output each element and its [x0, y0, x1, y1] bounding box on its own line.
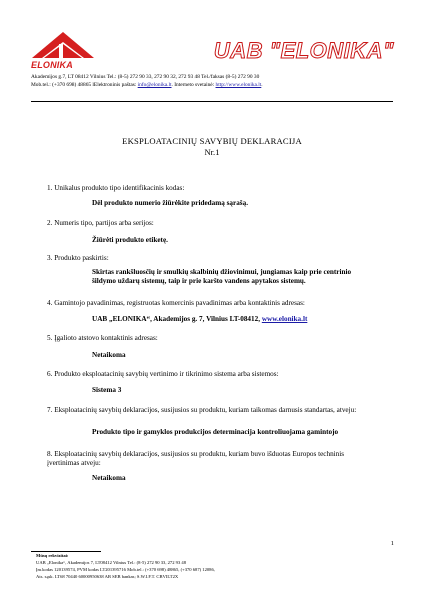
contact-line-online: Mob.tel.: (+370 698) 48865 lElektroninis paštas: info@elonika.lt. Interneto svetainė: http://www.elonika.lt.	[31, 82, 263, 88]
item-4-answer: UAB „ELONIKA“, Akademijos g. 7, Vilnius LT-08412, www.elonika.lt	[92, 315, 308, 323]
footer-line-1: UAB „Elonika“, Akademijos 7, LT08412 Vilnius Tel.: (8-5) 272 90 33, 272 93 48	[36, 560, 187, 565]
footer-heading: Mūsų rekvizitai:	[36, 553, 69, 558]
item-1-question: 1. Unikalus produkto tipo identifikacinis kodas:	[47, 184, 185, 192]
item-1-answer: Dėl produkto numerio žiūrėkite pridedamą sąrašą.	[92, 199, 248, 207]
item-8-question: 8. Eksploatacinių savybių deklaracijos, susijusios su produktu, kuriam buvo išduotas Europos techninis įvertinimas atveju:	[47, 450, 345, 467]
item-6-answer: Sistema 3	[92, 386, 122, 394]
item-3-question: 3. Produkto paskirtis:	[47, 254, 109, 262]
company-brand-title: UAB "ELONIKA"	[213, 38, 394, 63]
website-link[interactable]: http://www.elonika.lt	[215, 82, 262, 88]
item-2-question: 2. Numeris tipo, partijos arba serijos:	[47, 219, 154, 227]
item-5-question: 5. Įgalioto atstovo kontaktinis adresas:	[47, 334, 158, 342]
footer-line-2: Įm.kodas 120139574, PVM kodas LT201395716 Mob.tel.: (+370 698) 48865, (+370 687) 12086,	[36, 567, 215, 572]
manufacturer-website-link[interactable]: www.elonika.lt	[261, 315, 308, 323]
logo-text: ELONIKA	[31, 60, 73, 70]
item-2-answer: Žiūrėti produkto etiketę.	[92, 236, 168, 244]
item-5-answer: Netaikoma	[92, 351, 126, 359]
header-divider	[31, 101, 393, 102]
document-number: Nr.1	[204, 147, 220, 157]
document-title: EKSPLOATACINIŲ SAVYBIŲ DEKLARACIJA	[122, 136, 302, 146]
footer-line-3: Ats. sąsk. LT68 70440 60000950638 AB SEB bankas; S.W.I.F.T. CBVILT2X	[36, 574, 179, 579]
contact-line-address: Akademijos g.7, LT 08412 Vilnius Tel.: (8-5) 272 90 33, 272 90 32, 272 93 48 Tel./faksas (8-5) 272 90 30	[31, 74, 260, 80]
page-number: 1	[390, 540, 394, 547]
footer-divider	[31, 551, 101, 552]
item-7-question: 7. Eksploatacinių savybių deklaracijos, susijusios su produktu, kuriam taikomas darnusis standartas, atveju:	[47, 406, 357, 414]
item-7-answer: Produkto tipo ir gamyklos produkcijos determinacija kontroliuojama gamintojo	[92, 428, 339, 436]
email-link[interactable]: info@elonika.lt	[137, 82, 172, 88]
item-8-answer: Netaikoma	[92, 474, 126, 482]
item-6-question: 6. Produkto eksploatacinių savybių vertinimo ir tikrinimo sistema arba sistemos:	[47, 370, 279, 378]
item-3-answer: Skirtas rankšluosčių ir smulkių skalbinių džiovinimui, jungiamas kaip prie centrinio šildymo uždarų sistemų, taip ir prie karšto vandens apytakos sistemų.	[92, 268, 352, 285]
item-4-question: 4. Gamintojo pavadinimas, registruotas komercinis pavadinimas arba kontaktinis adresas:	[47, 299, 305, 307]
